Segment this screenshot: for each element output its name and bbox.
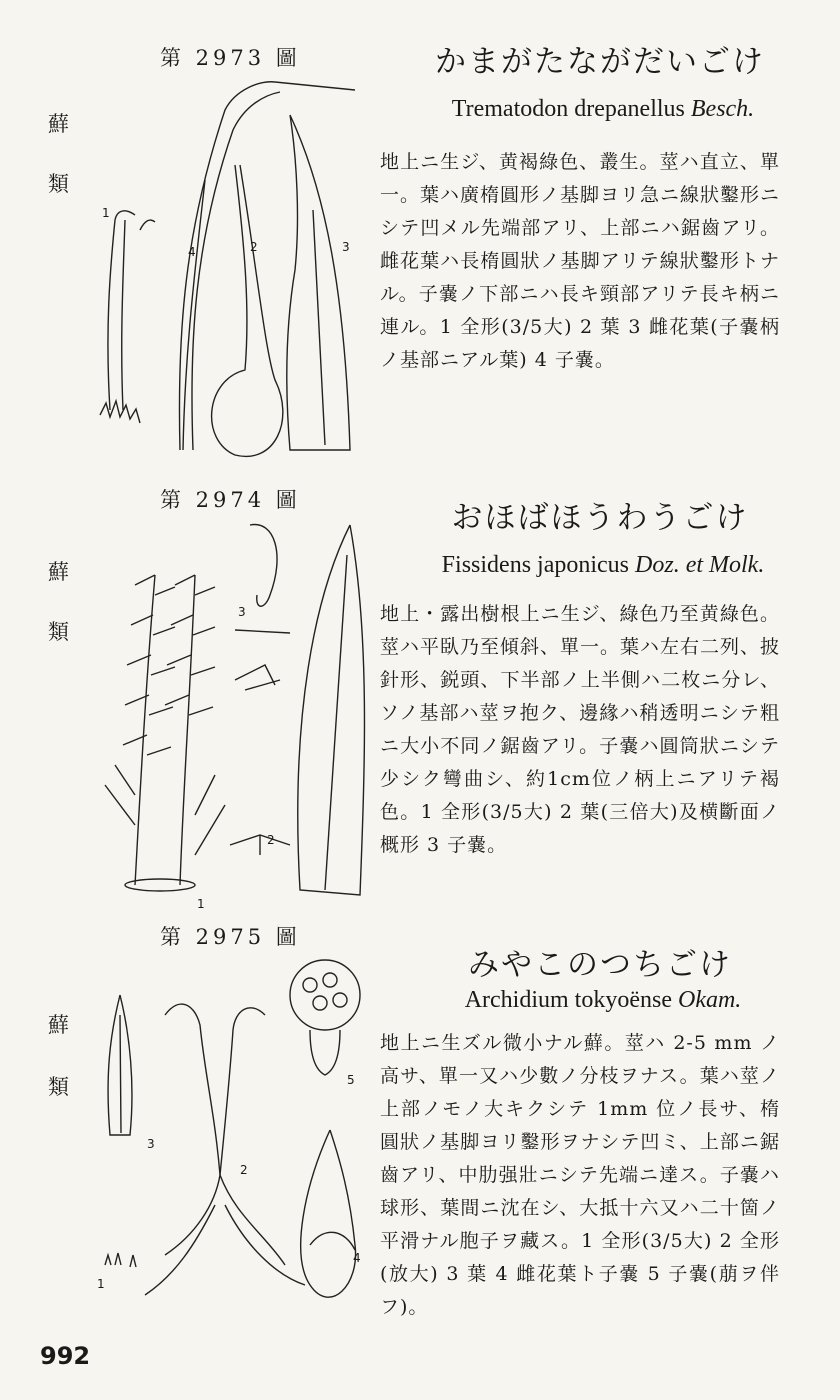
figure-label: 第 2975 圖 [160,925,301,949]
figure-label: 第 2974 圖 [160,488,301,512]
figure-number: 3 [238,605,246,619]
japanese-name: かまがたながだいごけ [435,44,765,80]
figure-label: 第 2973 圖 [160,46,301,70]
botanical-illustration [85,955,375,1355]
moss-drawing [85,515,375,915]
species-name: Trematodon drepanellus [451,96,685,122]
category-char: 類 [48,1075,69,1099]
scientific-name [378,96,828,123]
entry-2974 [0,470,840,925]
page-number: 992 [40,1342,91,1370]
figure-number: 4 [188,245,196,259]
author: Besch. [690,96,755,122]
species-name: Fissidens japonicus [441,552,630,578]
description: 地上・露出樹根上ニ生ジ、綠色乃至黄綠色。莖ハ平臥乃至傾斜、單一。葉ハ左右二列、披針形、鋭頭、下半部ノ上半側ハ二枚ニ分レ、ソノ基部ハ莖ヲ抱ク、邊緣ハ稍透明ニシテ粗ニ大小不同ノ鋸齒アリ。子嚢ハ圓筒狀ニシテ少シク彎曲シ、約1cm位ノ柄上ニアリテ褐色。1 全形(3/5大) 2 葉(三倍大)及横斷面ノ概形 3 子嚢。 [380,603,781,856]
category-char: 蘚 [48,560,69,584]
scientific-name [378,552,828,579]
author: Okam. [677,987,742,1013]
figure-number: 2 [267,833,275,847]
moss-drawing [85,70,375,465]
japanese-name: おほばほうわうごけ [451,500,749,536]
figure-number: 1 [97,1277,105,1291]
category-char: 蘚 [48,1013,69,1037]
figure-number: 1 [102,206,110,220]
category-char: 蘚 [48,112,69,136]
species-name: Archidium tokyoënse [464,987,672,1013]
japanese-name: みやこのつちごけ [468,947,732,983]
entry-2973 [0,0,840,470]
entry-2975 [0,925,840,1355]
figure-number: 5 [347,1073,355,1087]
figure-number: 1 [197,897,205,911]
botanical-illustration [85,70,375,465]
figure-number: 2 [250,240,258,254]
scientific-name [378,987,828,1014]
figure-number: 4 [353,1251,361,1265]
author: Doz. et Molk. [635,552,765,578]
figure-number: 3 [147,1137,155,1151]
category-char: 類 [48,172,69,196]
botanical-illustration [85,515,375,915]
description: 地上ニ生ズル微小ナル蘚。莖ハ 2-5 mm ノ高サ、單一又ハ少數ノ分枝ヲナス。葉ハ莖ノ上部ノモノ大キクシテ 1mm 位ノ長サ、楕圓狀ノ基脚ヨリ鑿形ヲナシテ凹ミ、上部ニ鋸齒アリ、中肋强壯ニシテ先端ニ達ス。子嚢ハ球形、葉間ニ沈在シ、大抵十六又ハ二十箇ノ平滑ナル胞子ヲ藏ス。1 全形(3/5大) 2 全形(放大) 3 葉 4 雌花葉ト子嚢 5 子嚢(萠ヲ伴フ)。 [380,1032,780,1318]
description: 地上ニ生ジ、黄褐綠色、叢生。莖ハ直立、單一。葉ハ廣楕圓形ノ基脚ヨリ急ニ線狀鑿形ニシテ凹メル先端部アリ、上部ニハ鋸齒アリ。雌花葉ハ長楕圓狀ノ基脚アリテ線狀鑿形トナル。子嚢ノ下部ニハ長キ頸部アリテ長キ柄ニ連ル。1 全形(3/5大) 2 葉 3 雌花葉(子嚢柄ノ基部ニアル葉) 4 子嚢。 [380,151,781,371]
figure-number: 2 [240,1163,248,1177]
moss-drawing [85,955,375,1355]
figure-number: 3 [342,240,350,254]
category-char: 類 [48,620,69,644]
